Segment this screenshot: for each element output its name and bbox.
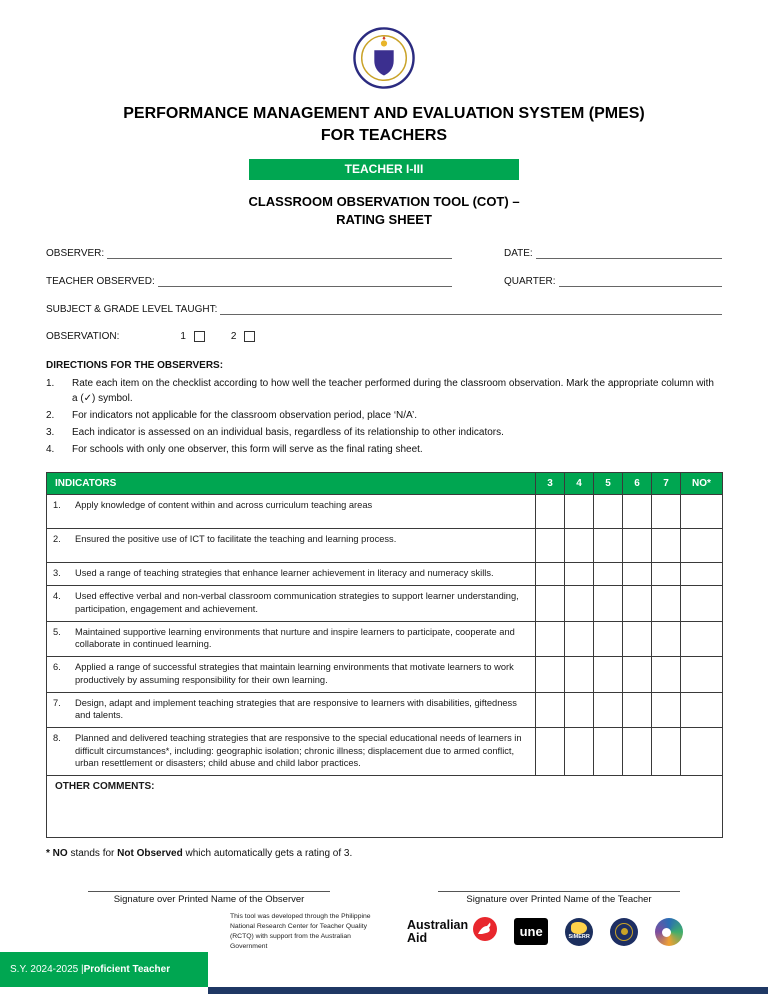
table-row xyxy=(47,563,723,586)
observer-label: OBSERVER: xyxy=(46,247,105,259)
rating-cell[interactable] xyxy=(594,657,623,693)
form-subtitle-line1: CLASSROOM OBSERVATION TOOL (COT) – xyxy=(248,194,520,210)
rating-cell[interactable] xyxy=(565,563,594,586)
rating-cell[interactable] xyxy=(623,657,652,693)
rating-cell[interactable] xyxy=(623,586,652,622)
direction-text: For schools with only one observer, this form will serve as the final rating sheet. xyxy=(72,443,423,455)
rating-cell[interactable] xyxy=(565,528,594,562)
indicator-number: 4. xyxy=(53,591,61,602)
footnote-text: which automatically gets a rating of 3. xyxy=(182,848,353,860)
subject-row xyxy=(46,303,722,315)
indicator-number: 3. xyxy=(53,568,61,579)
directions-heading: DIRECTIONS FOR THE OBSERVERS: xyxy=(46,359,224,371)
indicator-text: Maintained supportive learning environments that nurture and inspire learners to participate, cooperate and collaborate in continued learning. xyxy=(75,626,515,650)
direction-item xyxy=(46,442,722,457)
observer-signature-label: Signature over Printed Name of the Observer xyxy=(113,894,305,906)
rating-cell[interactable] xyxy=(681,621,723,657)
indicator-number: 1. xyxy=(53,499,61,510)
school-year-badge xyxy=(0,952,208,987)
rating-cell[interactable] xyxy=(652,528,681,562)
footnote-text: stands for xyxy=(67,848,118,860)
observer-input[interactable] xyxy=(107,247,452,259)
rating-cell[interactable] xyxy=(536,692,565,728)
indicator-text: Used effective verbal and non-verbal classroom communication strategies to support learner understanding, participation, engagement and achievement. xyxy=(75,591,519,614)
signature-section xyxy=(88,891,680,905)
teacher-track-text: Proficient Teacher xyxy=(83,964,171,975)
observation-label: OBSERVATION: xyxy=(46,330,120,342)
observation-1-label: 1 xyxy=(180,330,186,342)
rating-cell[interactable] xyxy=(623,621,652,657)
kangaroo-roundel-icon xyxy=(473,917,497,946)
indicator-number: 5. xyxy=(53,626,61,637)
footnote-bold: Not Observed xyxy=(117,848,183,860)
rating-cell[interactable] xyxy=(623,692,652,728)
table-header-row xyxy=(47,472,723,494)
direction-text: For indicators not applicable for the classroom observation period, place ‘N/A’. xyxy=(72,409,417,421)
rating-cell[interactable] xyxy=(652,728,681,776)
indicator-text: Ensured the positive use of ICT to facilitate the teaching and learning process. xyxy=(75,533,397,544)
subject-grade-input[interactable] xyxy=(220,303,722,315)
teacher-signature-label: Signature over Printed Name of the Teacher xyxy=(466,894,652,906)
rating-cell[interactable] xyxy=(536,621,565,657)
teacher-observed-input[interactable] xyxy=(158,275,452,287)
teacher-observed-label: TEACHER OBSERVED: xyxy=(46,275,155,287)
australian-aid-logo xyxy=(407,917,497,946)
quarter-label: QUARTER: xyxy=(504,275,556,287)
footer-credits xyxy=(230,912,683,951)
rating-cell[interactable] xyxy=(594,563,623,586)
rating-cell[interactable] xyxy=(565,657,594,693)
rating-cell[interactable] xyxy=(681,494,723,528)
rating-cell[interactable] xyxy=(565,586,594,622)
date-input[interactable] xyxy=(536,247,722,259)
rating-cell[interactable] xyxy=(565,621,594,657)
form-fields xyxy=(46,247,722,342)
rating-cell[interactable] xyxy=(565,494,594,528)
rating-cell[interactable] xyxy=(681,657,723,693)
rating-cell[interactable] xyxy=(536,586,565,622)
quarter-input[interactable] xyxy=(559,275,723,287)
simerr-logo: SiMERR xyxy=(565,918,593,946)
rating-cell[interactable] xyxy=(681,692,723,728)
page-title-line1: PERFORMANCE MANAGEMENT AND EVALUATION SYSTEM (PMES) xyxy=(123,105,645,122)
rating-cell[interactable] xyxy=(536,657,565,693)
rating-col-7-header: 7 xyxy=(652,472,681,494)
rating-cell[interactable] xyxy=(565,728,594,776)
indicator-number: 2. xyxy=(53,533,61,544)
rating-cell[interactable] xyxy=(536,494,565,528)
rating-cell[interactable] xyxy=(652,657,681,693)
directions-section xyxy=(46,358,722,457)
table-row xyxy=(47,586,723,622)
rating-cell[interactable] xyxy=(536,563,565,586)
school-year-text: S.Y. 2024-2025 | xyxy=(10,964,84,975)
page-title-line2: FOR TEACHERS xyxy=(320,126,448,144)
observation-2-checkbox[interactable] xyxy=(244,331,255,342)
une-logo: une xyxy=(514,918,548,945)
bottom-accent-bar xyxy=(208,987,768,994)
page-title xyxy=(0,103,768,146)
not-observed-header: NO* xyxy=(681,472,723,494)
table-row xyxy=(47,494,723,528)
rating-cell[interactable] xyxy=(565,692,594,728)
footnote-bold: * NO xyxy=(46,848,68,860)
rating-cell[interactable] xyxy=(652,692,681,728)
indicator-text: Planned and delivered teaching strategies that are responsive to the special educational needs of learners in difficult circumstances*, including: geographic isolation; chronic illness; displacement due to armed conflict, urban resettlement or disasters; child abuse and child labor practices. xyxy=(75,733,522,769)
table-row xyxy=(47,528,723,562)
indicator-text: Apply knowledge of content within and across curriculum teaching areas xyxy=(75,499,373,510)
indicator-text: Design, adapt and implement teaching strategies that are responsive to learners with disabilities, giftedness and talents. xyxy=(75,697,517,721)
rating-cell[interactable] xyxy=(652,621,681,657)
rating-cell[interactable] xyxy=(594,621,623,657)
rating-cell[interactable] xyxy=(681,563,723,586)
direction-text: Each indicator is assessed on an individual basis, regardless of its relationship to other indicators. xyxy=(72,426,504,438)
other-comments-label: OTHER COMMENTS: xyxy=(55,781,155,793)
direction-number: 3. xyxy=(46,426,55,438)
rating-cell[interactable] xyxy=(594,692,623,728)
observer-signature-block xyxy=(88,891,330,905)
rating-cell[interactable] xyxy=(652,494,681,528)
direction-item xyxy=(46,408,722,423)
rating-cell[interactable] xyxy=(594,586,623,622)
subject-grade-label: SUBJECT & GRADE LEVEL TAUGHT: xyxy=(46,303,218,315)
table-row xyxy=(47,621,723,657)
other-comments-row xyxy=(47,776,723,838)
rating-col-5-header: 5 xyxy=(594,472,623,494)
rating-cell[interactable] xyxy=(623,528,652,562)
direction-item xyxy=(46,425,722,440)
date-label: DATE: xyxy=(504,247,533,259)
rating-col-3-header: 3 xyxy=(536,472,565,494)
rating-cell[interactable] xyxy=(623,494,652,528)
rating-cell[interactable] xyxy=(652,586,681,622)
rating-cell[interactable] xyxy=(536,728,565,776)
rating-cell[interactable] xyxy=(594,728,623,776)
indicators-table xyxy=(46,472,723,839)
direction-number: 2. xyxy=(46,409,55,421)
observer-date-row xyxy=(46,247,722,259)
teacher-signature-block xyxy=(438,891,680,905)
rating-cell[interactable] xyxy=(623,563,652,586)
teacher-quarter-row xyxy=(46,275,722,287)
indicator-number: 6. xyxy=(53,662,61,673)
rating-cell[interactable] xyxy=(594,494,623,528)
rating-col-4-header: 4 xyxy=(565,472,594,494)
rating-col-6-header: 6 xyxy=(623,472,652,494)
observation-1-group xyxy=(180,331,205,342)
other-comments-cell[interactable] xyxy=(47,776,723,838)
observation-row xyxy=(46,331,722,342)
form-subtitle-line2: RATING SHEET xyxy=(336,212,432,228)
deped-seal-icon xyxy=(353,27,415,94)
rating-cell[interactable] xyxy=(681,728,723,776)
header-logo-area xyxy=(0,0,768,94)
australian-aid-label: Australian Aid xyxy=(407,917,469,945)
observation-1-checkbox[interactable] xyxy=(194,331,205,342)
direction-item xyxy=(46,376,722,406)
rating-cell[interactable] xyxy=(652,563,681,586)
indicator-text: Used a range of teaching strategies that enhance learner achievement in literacy and numeracy skills. xyxy=(75,568,494,579)
rating-cell[interactable] xyxy=(681,586,723,622)
australia-map-shape xyxy=(571,922,587,934)
observation-2-group xyxy=(231,331,256,342)
not-observed-footnote xyxy=(46,848,722,859)
rating-cell[interactable] xyxy=(623,728,652,776)
indicator-text: Applied a range of successful strategies that maintain learning environments that motivate learners to work productively by assuming responsibility for their own learning. xyxy=(75,662,514,685)
table-row xyxy=(47,728,723,776)
rctq-logo xyxy=(655,918,683,946)
teacher-level-banner: TEACHER I-III xyxy=(249,159,519,180)
rating-cell[interactable] xyxy=(536,528,565,562)
observation-2-label: 2 xyxy=(230,330,237,342)
pnu-seal-logo xyxy=(610,918,638,946)
table-row xyxy=(47,657,723,693)
rating-cell[interactable] xyxy=(681,528,723,562)
indicator-number: 7. xyxy=(53,697,61,708)
table-row xyxy=(47,692,723,728)
direction-text: Rate each item on the checklist according to how well the teacher performed during the classroom observation. Mark the appropriate column with a (✓) symbol. xyxy=(72,377,714,404)
indicator-number: 8. xyxy=(53,733,61,744)
form-subtitle xyxy=(0,193,768,229)
direction-number: 4. xyxy=(46,443,55,455)
indicators-header: INDICATORS xyxy=(47,472,536,494)
direction-number: 1. xyxy=(46,377,55,389)
rating-cell[interactable] xyxy=(594,528,623,562)
rctq-credit-text: This tool was developed through the Philippine National Research Center for Teacher Quality (RCTQ) with support from the Australian Government xyxy=(230,913,371,950)
